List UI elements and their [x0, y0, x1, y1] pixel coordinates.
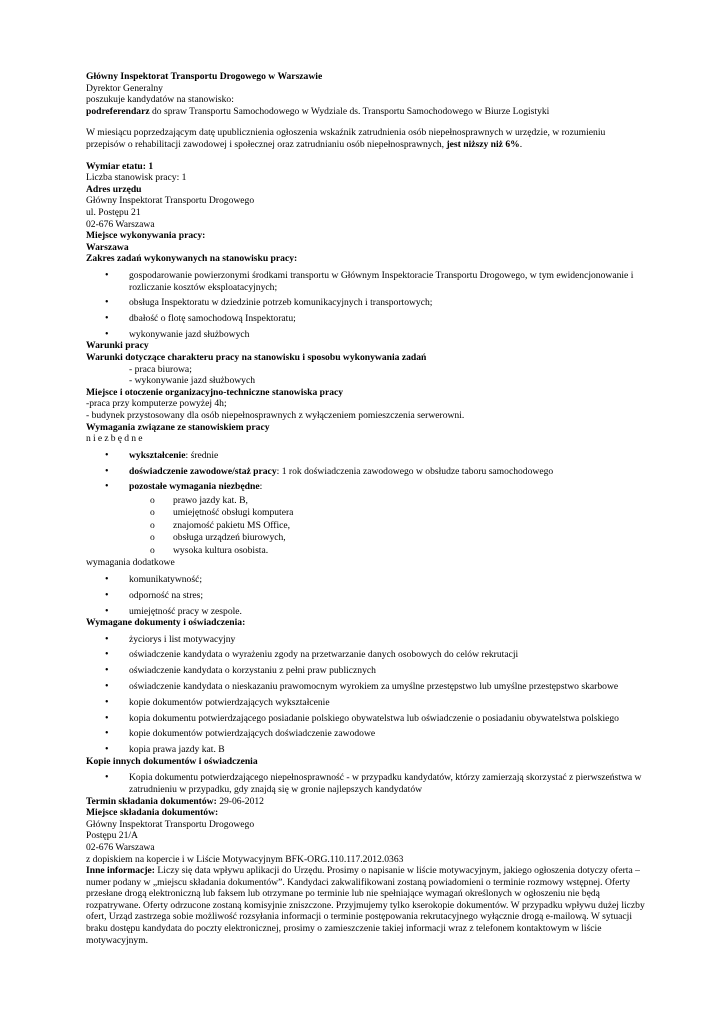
list-item: • doświadczenie zawodowe/staż pracy: 1 rok doświadczenia zawodowego w obsłudze taboru samochodowego	[86, 466, 646, 478]
fte-line: Wymiar etatu: 1	[86, 160, 154, 172]
submission-line: 02-676 Warszawa	[86, 841, 155, 853]
list-item: • oświadczenie kandydata o nieskazaniu prawomocnym wyrokiem za umyślne przestępstwo lub umyślne przestępstwo skarbowe	[86, 681, 646, 693]
director-line: Dyrektor Generalny	[86, 82, 163, 94]
sub-list-item: o umiejętność obsługi komputera	[86, 507, 646, 519]
sub-list-item: o wysoka kultura osobista.	[86, 545, 646, 557]
submission-line: Postępu 21/A	[86, 830, 138, 842]
sub-list-item: o znajomość pakietu MS Office,	[86, 520, 646, 532]
address-line: Główny Inspektorat Transportu Drogowego	[86, 195, 255, 207]
environment-item: - budynek przystosowany dla osób niepełnosprawnych z wyłączeniem pomieszczenia serwerowni.	[86, 410, 465, 421]
submission-line: z dopiskiem na kopercie i w Liście Motywacyjnym BFK-ORG.110.117.2012.0363	[86, 853, 404, 865]
environment-heading: Miejsce i otoczenie organizacyjno-techniczne stanowiska pracy	[86, 386, 344, 398]
disability-notice-text: W miesiącu poprzedzającym datę upublicznienia ogłoszenia wskaźnik zatrudnienia osób niepełnosprawnych w urzędzie, w rozumieniu przepisów o rehabilitacji zawodowej i społecznej oraz zatrudnianiu osób niepełnosprawnych,	[86, 127, 606, 150]
additional-label: wymagania dodatkowe	[86, 557, 175, 569]
conditions-heading: Warunki pracy	[86, 340, 149, 352]
list-item: • kopie dokumentów potwierdzających wykształcenie	[86, 697, 646, 709]
disability-notice-rate: jest niższy niż 6%	[446, 138, 520, 150]
conditions-subheading: Warunki dotyczące charakteru pracy na stanowisku i sposobu wykonywania zadań	[86, 352, 427, 364]
job-posting-document	[86, 71, 646, 946]
other-info	[86, 865, 646, 946]
address-line: ul. Postępu 21	[86, 206, 141, 218]
sub-list-item: o obsługa urządzeń biurowych,	[86, 532, 646, 544]
submission-heading: Miejsce składania dokumentów:	[86, 807, 219, 819]
documents-list	[86, 634, 646, 756]
condition-item: - praca biurowa;	[129, 363, 192, 375]
other-documents-list	[86, 772, 646, 795]
deadline-value: 29-06-2012	[216, 795, 264, 807]
sub-list-item: o prawo jazdy kat. B,	[86, 495, 646, 507]
org-title: Główny Inspektorat Transportu Drogowego w Warszawie	[86, 71, 323, 82]
other-info-label: Inne informacje:	[86, 865, 156, 877]
list-item: • oświadczenie kandydata o korzystaniu z pełni praw publicznych	[86, 665, 646, 677]
list-item: • Kopia dokumentu potwierdzającego niepełnosprawność - w przypadku kandydatów, którzy zamierzają skorzystać z pierwszeństwa w zatrudnieniu w przypadku, gdy znajdą się w gronie najlepszych kandydatów	[86, 772, 646, 795]
list-item: • wykształcenie: średnie	[86, 450, 646, 462]
environment-item: -praca przy komputerze powyżej 4h;	[86, 398, 227, 410]
list-item: • dbałość o flotę samochodową Inspektoratu;	[86, 313, 646, 325]
duties-heading: Zakres zadań wykonywanych na stanowisku pracy:	[86, 253, 298, 265]
positions-count: Liczba stanowisk pracy: 1	[86, 172, 187, 184]
list-item: • gospodarowanie powierzonymi środkami transportu w Głównym Inspektoracie Transportu Drogowego, w tym ewidencjonowanie i rozliczanie kosztów eksploatacyjnych;	[86, 270, 646, 293]
list-item: • życiorys i list motywacyjny	[86, 634, 646, 646]
deadline-label: Termin składania dokumentów:	[86, 795, 217, 807]
workplace-value: Warszawa	[86, 241, 129, 253]
requirements-list	[86, 450, 646, 493]
position-detail: do spraw Transportu Samochodowego w Wydziale ds. Transportu Samochodowego w Biurze Logistyki	[149, 105, 550, 117]
list-item: • kopia prawa jazdy kat. B	[86, 744, 646, 756]
address-line: 02-676 Warszawa	[86, 218, 155, 230]
list-item: • kopia dokumentu potwierdzającego posiadanie polskiego obywatelstwa lub oświadczenie o posiadaniu obywatelstwa polskiego	[86, 713, 646, 725]
deadline-line	[86, 796, 646, 808]
seeking-line: poszukuje kandydatów na stanowisko:	[86, 94, 234, 106]
position-title: podreferendarz	[86, 105, 150, 117]
position-line	[86, 106, 646, 118]
disability-notice: W miesiącu poprzedzającym datę upublicznienia ogłoszenia wskaźnik zatrudnienia osób niepełnosprawnych w urzędzie, w rozumieniu przepisów o rehabilitacji zawodowej i społecznej oraz zatrudnianiu osób niepełnosprawnych, jest niższy niż 6%.	[86, 127, 606, 150]
address-heading: Adres urzędu	[86, 183, 142, 195]
list-item: • kopie dokumentów potwierdzających doświadczenie zawodowe	[86, 728, 646, 740]
list-item: • pozostałe wymagania niezbędne:	[86, 481, 646, 493]
condition-item: - wykonywanie jazd służbowych	[129, 375, 256, 387]
submission-line: Główny Inspektorat Transportu Drogowego	[86, 818, 255, 830]
list-item: • komunikatywność;	[86, 574, 646, 586]
documents-heading: Wymagane dokumenty i oświadczenia:	[86, 617, 246, 629]
list-item: • umiejętność pracy w zespole.	[86, 606, 646, 618]
duties-list	[86, 270, 646, 341]
list-item: • wykonywanie jazd służbowych	[86, 329, 646, 341]
other-info-text: Liczy się data wpływu aplikacji do Urzędu. Prosimy o napisanie w liście motywacyjnym, jakiego ogłoszenia dotyczy oferta – numer podany w „miejscu składania dokumentów”. Kandydaci zakwalifikowani zostaną powiadomieni o terminie rozmowy wstępnej. Oferty przesłane drogą elektroniczną lub faksem lub otrzymane po terminie lub nie spełniające wymagań określonych w ogłoszeniu nie będą rozpatrywane. Oferty odrzucone zostaną komisyjnie zniszczone. Przyjmujemy tylko kserokopie dokumentów. W przypadku wpływu dużej liczby ofert, Urząd zastrzega sobie możliwość rozsyłania informacji o terminie postępowania rekrutacyjnego wyłącznie drogą e-mailową. W sytuacji braku dostępu kandydata do poczty elektronicznej, prosimy o zamieszczenie takiej informacji wraz z telefonem kontaktowym w liście motywacyjnym.	[86, 865, 645, 946]
list-item: • obsługa Inspektoratu w dziedzinie potrzeb komunikacyjnych i transportowych;	[86, 297, 646, 309]
other-requirements-list	[86, 495, 646, 557]
additional-list	[86, 574, 646, 617]
necessary-label: niezbędne	[86, 433, 145, 445]
workplace-heading: Miejsce wykonywania pracy:	[86, 230, 206, 242]
other-documents-heading: Kopie innych dokumentów i oświadczenia	[86, 755, 258, 767]
requirements-heading: Wymagania związane ze stanowiskiem pracy	[86, 421, 270, 433]
list-item: • oświadczenie kandydata o wyrażeniu zgody na przetwarzanie danych osobowych do celów rekrutacji	[86, 649, 646, 661]
list-item: • odporność na stres;	[86, 590, 646, 602]
